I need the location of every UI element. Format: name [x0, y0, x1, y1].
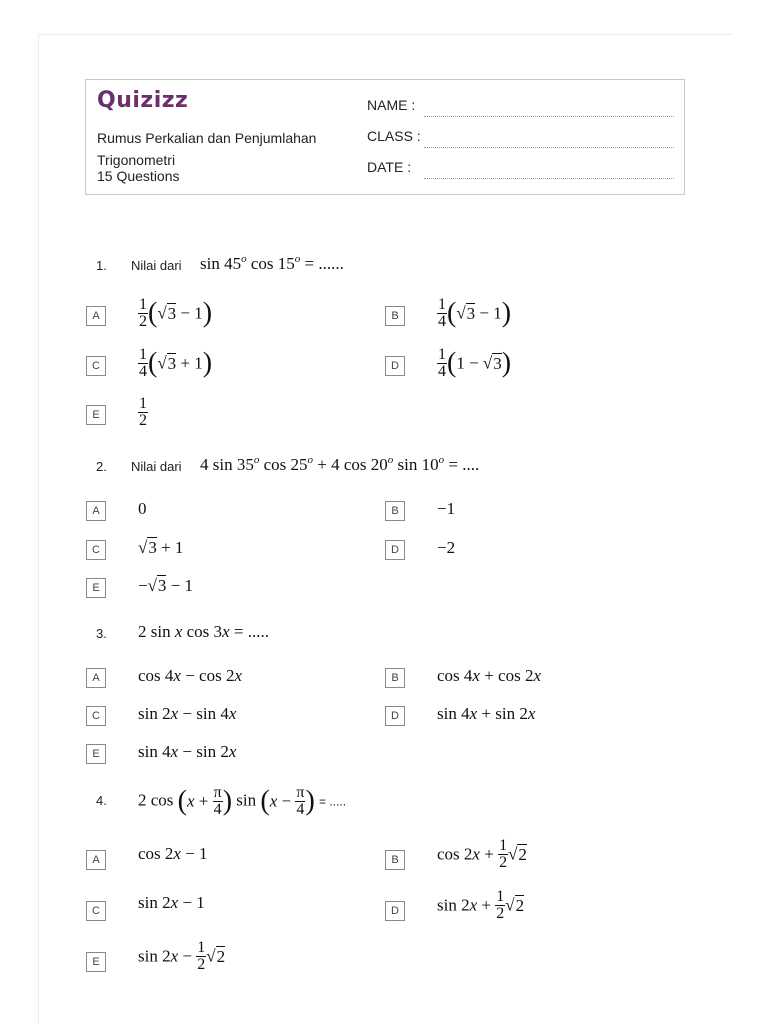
question-2-expression: 4 sin 35$^o$ $\cos 25^o + 4$ cos 20$^o$ $\sin 10^o$ = .... [200, 454, 480, 474]
name-line [424, 116, 674, 117]
question-3-expression: 2 sin x cos 3x = ..... [138, 622, 269, 641]
option-letter[interactable]: B [385, 668, 405, 688]
option-letter[interactable]: A [86, 668, 106, 688]
option-2c[interactable]: √3 + 1 [138, 538, 184, 557]
option-2a[interactable]: 0 [138, 499, 147, 518]
option-letter[interactable]: B [385, 306, 405, 326]
option-letter[interactable]: D [385, 356, 405, 376]
name-label: NAME : [367, 97, 416, 113]
option-3a[interactable]: cos 4x − cos 2x [138, 666, 243, 685]
option-1b[interactable]: $\frac{1}{4}$ (√3 − 1) [438, 296, 512, 330]
option-3b[interactable]: cos 4x + cos 2x [437, 666, 542, 685]
question-number: 2. [96, 459, 107, 474]
option-letter[interactable]: C [86, 706, 106, 726]
option-letter[interactable]: E [86, 405, 106, 425]
question-number: 4. [96, 793, 107, 808]
option-1e[interactable]: $\frac{1}{2}$ [139, 395, 147, 429]
option-letter[interactable]: B [385, 850, 405, 870]
question-prefix: Nilai dari [131, 459, 182, 474]
class-label: CLASS : [367, 128, 421, 144]
question-number: 1. [96, 258, 107, 273]
question-4-expression: 2 cos (x + $\frac{\pi}{4}$ ) sin (x − $\frac{\pi}{4}$ ) = ..... [138, 784, 347, 818]
option-3d[interactable]: sin 4x + sin 2x [437, 704, 536, 723]
quiz-title: Rumus Perkalian dan Penjumlahan Trigonometri [97, 130, 317, 168]
question-1-expression: sin 45$^o$ $\cos 15^o$ = ...... [200, 253, 344, 273]
question-prefix: Nilai dari [131, 258, 182, 273]
option-2d[interactable]: −2 [437, 538, 456, 557]
option-4c[interactable]: sin 2x − 1 [138, 893, 205, 912]
option-letter[interactable]: C [86, 356, 106, 376]
option-3e[interactable]: sin 4x − sin 2x [138, 742, 237, 761]
option-4e[interactable]: sin 2x − $\frac{1}{2}$ √2 [138, 939, 226, 973]
option-1a[interactable]: $\frac{1}{2}$ (√3 − 1) [139, 296, 213, 330]
option-4b[interactable]: cos 2x + $\frac{1}{2}$ √2 [437, 837, 527, 871]
date-label: DATE : [367, 159, 412, 175]
option-letter[interactable]: E [86, 578, 106, 598]
option-letter[interactable]: A [86, 306, 106, 326]
date-line [424, 178, 674, 179]
option-4a[interactable]: cos 2x − 1 [138, 844, 208, 863]
quizizz-logo: Quizizz [97, 88, 189, 113]
question-count: 15 Questions [97, 168, 180, 184]
option-3c[interactable]: sin 2x − sin 4x [138, 704, 237, 723]
option-letter[interactable]: D [385, 706, 405, 726]
option-letter[interactable]: E [86, 952, 106, 972]
class-line [424, 147, 674, 148]
option-2e[interactable]: −√3 − 1 [138, 576, 194, 595]
option-letter[interactable]: E [86, 744, 106, 764]
option-letter[interactable]: A [86, 850, 106, 870]
option-letter[interactable]: C [86, 540, 106, 560]
option-4d[interactable]: sin 2x + $\frac{1}{2}$ √2 [437, 888, 525, 922]
option-1d[interactable]: $\frac{1}{4}$ (1 − √3) [438, 346, 512, 380]
option-1c[interactable]: $\frac{1}{4}$ (√3 + 1) [139, 346, 213, 380]
option-2b[interactable]: −1 [437, 499, 456, 518]
option-letter[interactable]: D [385, 901, 405, 921]
option-letter[interactable]: B [385, 501, 405, 521]
option-letter[interactable]: D [385, 540, 405, 560]
option-letter[interactable]: C [86, 901, 106, 921]
option-letter[interactable]: A [86, 501, 106, 521]
question-number: 3. [96, 626, 107, 641]
worksheet-header [85, 79, 685, 195]
